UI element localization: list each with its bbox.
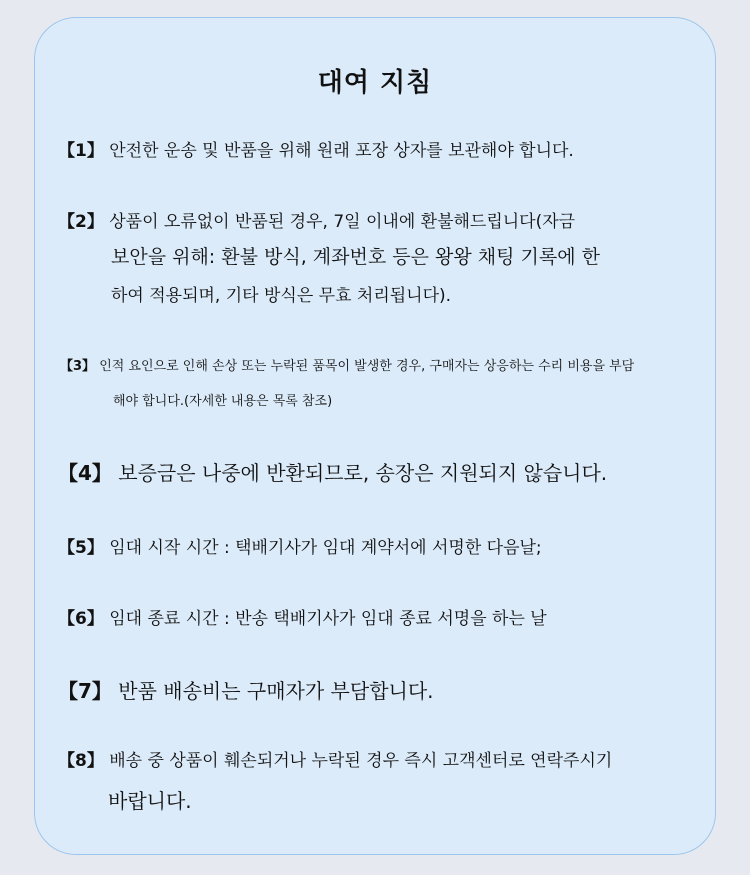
item-text: 반품 배송비는 구매자가 부담합니다. (118, 679, 434, 703)
item-text: 임대 시작 시간 : 택배기사가 임대 계약서에 서명한 다음날; (109, 538, 542, 558)
item-number: 【2】 (58, 212, 104, 232)
page-title: 대여 지침 (317, 68, 433, 98)
item-number: 【7】 (58, 679, 112, 703)
item-text: 임대 종료 시간 : 반송 택배기사가 임대 종료 서명을 하는 날 (109, 609, 547, 629)
item-number: 【3】 (60, 359, 96, 374)
item-line-2: 보안을 위해: 환불 방식, 계좌번호 등은 왕왕 채팅 기록에 한 (111, 246, 600, 268)
item-number: 【8】 (58, 751, 104, 771)
item-number: 【6】 (58, 609, 104, 629)
item-line-1 (58, 746, 612, 771)
item-text: 보증금은 나중에 반환되므로, 송장은 지원되지 않습니다. (118, 461, 608, 485)
item-text: 상품이 오류없이 반품된 경우, 7일 이내에 환불해드립니다(자금 (109, 212, 576, 232)
item-number: 【5】 (58, 538, 104, 558)
item-text: 인적 요인으로 인해 손상 또는 누락된 품목이 발생한 경우, 구매자는 상응하는 수리 비용을 부담 (99, 359, 635, 374)
item-line-2: 바랍니다. (108, 789, 192, 813)
item-line-2: 해야 합니다.(자세한 내용은 목록 참조) (113, 394, 333, 409)
item-line-3: 하여 적용되며, 기타 방식은 무효 처리됩니다). (111, 286, 452, 306)
item-text: 배송 중 상품이 훼손되거나 누락된 경우 즉시 고객센터로 연락주시기 (109, 751, 613, 771)
item-number: 【1】 (58, 141, 104, 161)
item-number: 【4】 (58, 461, 112, 485)
item-text: 안전한 운송 및 반품을 위해 원래 포장 상자를 보관해야 합니다. (109, 141, 574, 161)
item-line-1 (60, 355, 634, 374)
guideline-item-5 (58, 533, 542, 558)
guideline-item-6 (58, 604, 547, 629)
guideline-item-4 (58, 457, 607, 486)
guideline-item-1 (58, 136, 574, 161)
item-line-1 (58, 207, 575, 232)
guideline-item-7 (58, 675, 434, 704)
